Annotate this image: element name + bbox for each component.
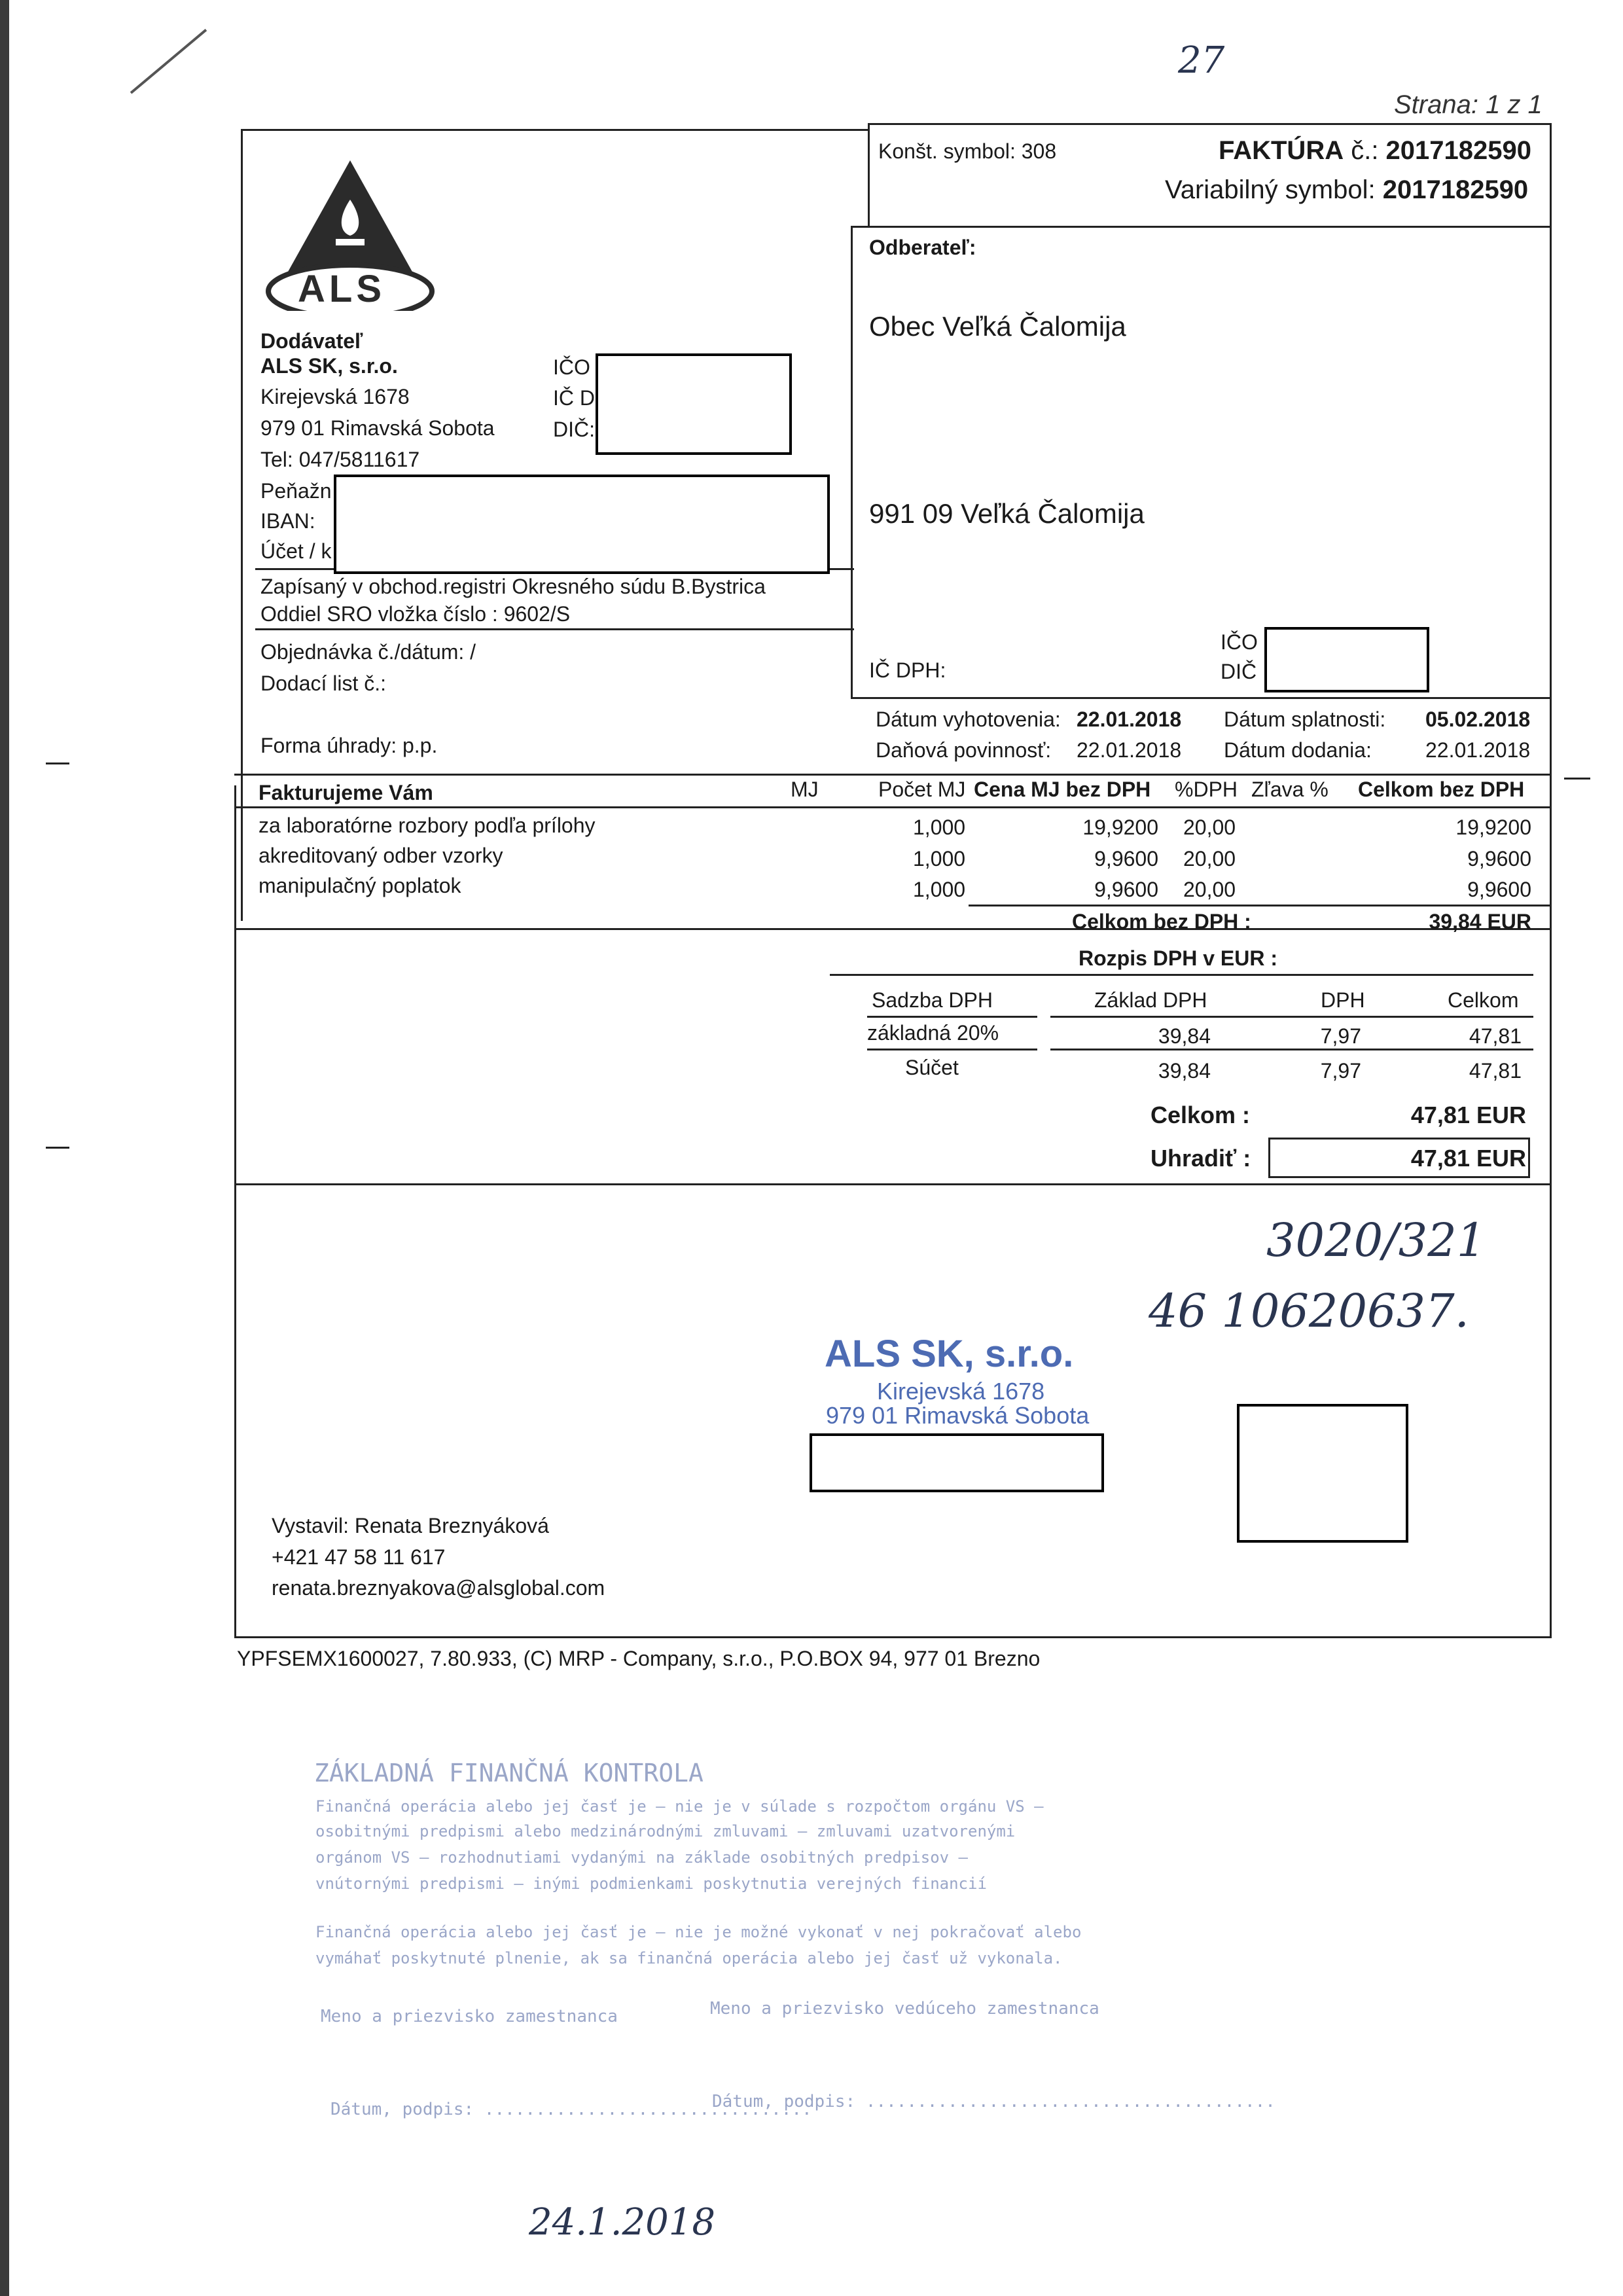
- item-description: akreditovaný odber vzorky: [259, 844, 503, 867]
- supplier-city: 979 01 Rimavská Sobota: [260, 416, 495, 440]
- supplier-tel: Tel: 047/5811617: [260, 448, 420, 471]
- item-total: 19,9200: [1455, 816, 1531, 839]
- item-qty: 1,000: [913, 816, 966, 839]
- frame-header-divider: [868, 123, 870, 228]
- redacted-stamp-ids: [810, 1433, 1104, 1492]
- variable-symbol-label: Variabilný symbol:: [1165, 175, 1383, 204]
- item-price: 9,9600: [1094, 847, 1158, 870]
- delivery-note: Dodací list č.:: [260, 672, 387, 695]
- vat-col-sadzba: Sadzba DPH: [872, 988, 993, 1012]
- vat-row-line-right: [1050, 1049, 1533, 1050]
- register-line-2: Oddiel SRO vložka číslo : 9602/S: [260, 602, 571, 626]
- supplier-dic-label: DIČ:: [553, 418, 595, 441]
- item-qty: 1,000: [913, 847, 966, 870]
- stamp-street: Kirejevská 1678: [877, 1378, 1045, 1405]
- customer-bottom: [851, 697, 1551, 699]
- item-vat: 20,00: [1183, 878, 1236, 901]
- supplier-street: Kirejevská 1678: [260, 385, 410, 408]
- delivery-date-label: Dátum dodania:: [1224, 738, 1372, 762]
- vat-amount: 7,97: [1320, 1059, 1361, 1083]
- item-vat: 20,00: [1183, 816, 1236, 839]
- item-price: 9,9600: [1094, 878, 1158, 901]
- col-cena: Cena MJ bez DPH: [974, 778, 1151, 801]
- issuer-email: renata.breznyakova@alsglobal.com: [272, 1576, 605, 1600]
- handwritten-ref-1: 3020/321: [1266, 1213, 1486, 1267]
- col-mj: MJ: [791, 778, 819, 801]
- als-logo: [265, 154, 435, 311]
- vat-rate: základná 20%: [867, 1021, 999, 1045]
- frame-right: [1550, 123, 1552, 1638]
- item-description: za laboratórne rozbory podľa prílohy: [259, 814, 596, 837]
- control-line-2: osobitnými predpismi alebo medzinárodnými zmluvami – zmluvami uzatvorenými: [315, 1822, 1016, 1840]
- vat-col-celkom: Celkom: [1448, 988, 1519, 1012]
- vat-col-dph: DPH: [1321, 988, 1365, 1012]
- frame-bottom: [234, 1636, 1551, 1638]
- invoice-number: 2017182590: [1385, 136, 1532, 165]
- due-date: 05.02.2018: [1425, 708, 1531, 731]
- amount-due-value: 47,81 EUR: [1410, 1145, 1526, 1172]
- vat-total: 47,81: [1469, 1059, 1522, 1083]
- redacted-customer-ids: [1264, 627, 1429, 692]
- control-line-1: Finančná operácia alebo jej časť je – nie je v súlade s rozpočtom orgánu VS –: [315, 1797, 1044, 1816]
- handwritten-page-number: 27: [1178, 39, 1225, 82]
- issue-date-label: Dátum vyhotovenia:: [876, 708, 1061, 731]
- col-dph: %DPH: [1175, 778, 1238, 801]
- amount-due-label: Uhradiť :: [1150, 1145, 1251, 1172]
- control-name-left: Meno a priezvisko zamestnanca: [321, 2007, 618, 2026]
- col-zlava: Zľava %: [1251, 778, 1329, 801]
- issue-date: 22.01.2018: [1077, 708, 1182, 731]
- delivery-date: 22.01.2018: [1425, 738, 1531, 762]
- tax-date: 22.01.2018: [1077, 738, 1182, 762]
- supplier-bank-label: Peňažn: [260, 479, 332, 503]
- vat-col-zaklad: Základ DPH: [1094, 988, 1207, 1012]
- customer-heading: Odberateľ:: [869, 236, 976, 259]
- control-name-right: Meno a priezvisko vedúceho zamestnanca: [710, 1999, 1099, 2018]
- payment-method: Forma úhrady: p.p.: [260, 734, 438, 757]
- logo-text: ALS: [298, 268, 385, 310]
- scan-edge: [0, 0, 9, 2296]
- handwritten-date: 24.1.2018: [529, 2201, 716, 2244]
- control-sign-left: Dátum, podpis: ................................: [330, 2100, 812, 2119]
- vat-base: 39,84: [1158, 1024, 1211, 1048]
- col-pocet: Počet MJ: [878, 778, 966, 801]
- redacted-bank-details: [334, 475, 830, 574]
- col-celkom: Celkom bez DPH: [1358, 778, 1525, 801]
- customer-left: [851, 226, 853, 697]
- margin-tick: [46, 1147, 69, 1149]
- item-total: 9,9600: [1467, 847, 1531, 870]
- supplier-heading: Dodávateľ: [260, 329, 363, 353]
- control-title: ZÁKLADNÁ FINANČNÁ KONTROLA: [314, 1759, 704, 1787]
- control-line-5: Finančná operácia alebo jej časť je – nie je možné vykonať v nej pokračovať alebo: [315, 1923, 1082, 1941]
- issuer-name: Vystavil: Renata Breznyáková: [272, 1514, 549, 1537]
- items-header-bottom: [234, 806, 1551, 808]
- grand-total-value: 47,81 EUR: [1410, 1102, 1526, 1128]
- frame-top-right: [868, 123, 1552, 125]
- due-date-label: Dátum splatnosti:: [1224, 708, 1386, 731]
- vat-col-line-right: [1050, 1016, 1533, 1018]
- control-line-4: vnútornými predpismi – inými podmienkami poskytnutia verejných financií: [315, 1874, 987, 1893]
- vat-heading-line: [830, 974, 1533, 976]
- tax-date-label: Daňová povinnosť:: [876, 738, 1052, 762]
- customer-ico-label: IČO: [1221, 630, 1258, 654]
- margin-tick: [46, 762, 69, 764]
- constant-symbol: Konšt. symbol: 308: [878, 139, 1057, 163]
- order-number: Objednávka č./dátum: /: [260, 640, 476, 664]
- item-total: 9,9600: [1467, 878, 1531, 901]
- frame-top-left: [241, 129, 868, 131]
- margin-tick: [1564, 778, 1590, 780]
- item-price: 19,9200: [1082, 816, 1158, 839]
- invoice-title-label: FAKTÚRA: [1219, 136, 1344, 165]
- vat-col-line-left: [867, 1016, 1037, 1018]
- customer-dic-label: DIČ: [1221, 660, 1257, 683]
- grand-total-label: Celkom :: [1150, 1102, 1251, 1128]
- page-counter: Strana: 1 z 1: [1394, 90, 1543, 119]
- frame-left-lower: [234, 785, 236, 1638]
- supplier-sep-2: [255, 628, 854, 630]
- control-line-3: orgánom VS – rozhodnutiami vydanými na základe osobitných predpisov –: [315, 1848, 968, 1867]
- subtotal-value: 39,84 EUR: [1429, 910, 1531, 933]
- vat-breakdown-heading: Rozpis DPH v EUR :: [1079, 946, 1278, 970]
- stamp-city: 979 01 Rimavská Sobota: [826, 1402, 1090, 1429]
- items-header-top: [234, 774, 1551, 776]
- register-line-1: Zapísaný v obchod.registri Okresného súdu B.Bystrica: [260, 575, 766, 598]
- issuer-phone: +421 47 58 11 617: [272, 1545, 446, 1569]
- control-line-6: vymáhať poskytnuté plnenie, ak sa finančná operácia alebo jej časť už vykonala.: [315, 1949, 1063, 1967]
- handwritten-ref-2: 46 10620637.: [1149, 1284, 1469, 1338]
- vat-amount: 7,97: [1320, 1024, 1361, 1048]
- supplier-iban-label: IBAN:: [260, 509, 315, 533]
- vat-section-bottom: [234, 1183, 1551, 1185]
- variable-symbol: [1165, 177, 1528, 203]
- items-heading: Fakturujeme Vám: [259, 781, 433, 804]
- customer-city: 991 09 Veľká Čalomija: [869, 498, 1145, 529]
- vat-rate: Súčet: [905, 1056, 959, 1079]
- frame-left: [241, 129, 243, 921]
- pen-stroke: [130, 29, 207, 94]
- items-total-line: [969, 905, 1551, 906]
- supplier-account-label: Účet / k: [260, 539, 332, 563]
- vat-base: 39,84: [1158, 1059, 1211, 1083]
- item-qty: 1,000: [913, 878, 966, 901]
- supplier-ico-label: IČO: [553, 355, 590, 379]
- supplier-icdph-label: IČ D: [553, 386, 595, 410]
- redacted-supplier-ids: [596, 353, 792, 455]
- footer-text: YPFSEMX1600027, 7.80.933, (C) MRP - Company, s.r.o., P.O.BOX 94, 977 01 Brezno: [237, 1647, 1041, 1670]
- item-description: manipulačný poplatok: [259, 874, 461, 897]
- invoice-title-c: č.:: [1344, 136, 1386, 165]
- stamp-company: ALS SK, s.r.o.: [825, 1333, 1074, 1375]
- invoice-title: [1219, 137, 1531, 164]
- vat-total: 47,81: [1469, 1024, 1522, 1048]
- customer-name: Obec Veľká Čalomija: [869, 311, 1126, 342]
- items-bottom: [234, 928, 1551, 930]
- supplier-name: ALS SK, s.r.o.: [260, 354, 398, 378]
- item-vat: 20,00: [1183, 847, 1236, 870]
- control-sign-right: Dátum, podpis: ........................................: [712, 2092, 1275, 2111]
- subtotal-label: Celkom bez DPH :: [1072, 910, 1251, 933]
- variable-symbol-value: 2017182590: [1382, 175, 1529, 204]
- customer-top: [851, 226, 1551, 228]
- customer-icdph-label: IČ DPH:: [869, 658, 946, 682]
- redacted-signature: [1237, 1404, 1408, 1543]
- vat-row-line-left: [867, 1049, 1037, 1050]
